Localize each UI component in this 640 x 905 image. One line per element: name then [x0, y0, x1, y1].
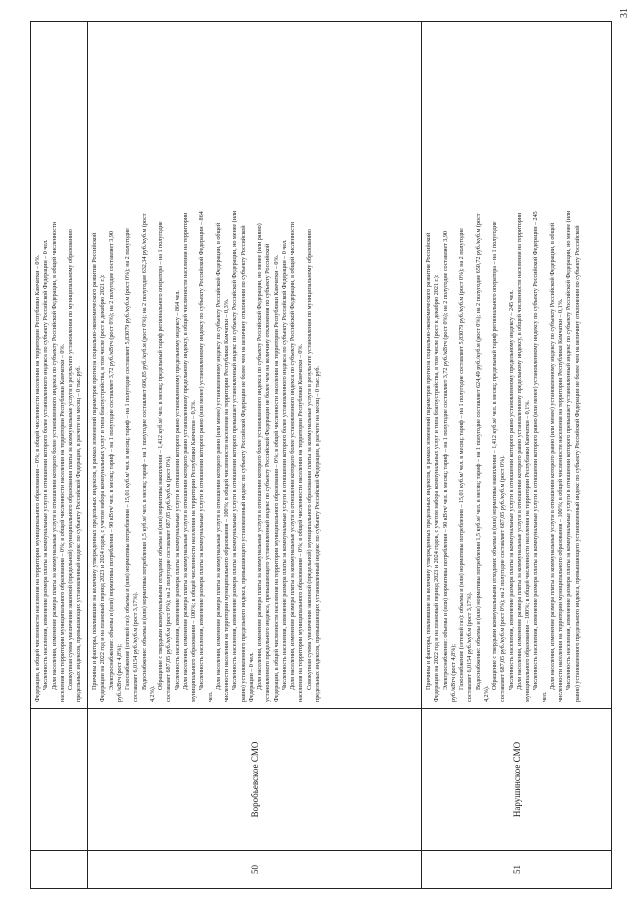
text-line: 4,2%). [482, 685, 490, 702]
text-line: Федерации, в общей численности населения на территории муниципального образования – 0%; в общей численности населения на территории Республики Камчатки – 0%. [34, 254, 41, 702]
text-line: предельных индексов, превышающих установленный индекс по субъекту Российской Федерации, в расчете на месяц – 0 тыс.руб. [75, 365, 83, 702]
row-number: 51 [511, 865, 522, 874]
text-line: Доля населения, изменение размера платы за коммунальные услуги в отношении которого более установленного индекса по субъекту Российской Федерации, в общей численности [50, 222, 58, 690]
municipality-cell [88, 708, 421, 850]
text-line: Численность населения, изменение размера платы за коммунальные услуги в отношении которого более установленного индекса по субъекту Российской Федерации – 0 чел. [42, 239, 50, 690]
text-line: Федерации на 2022 год и на плановый период 2023 и 2024 годов, с учетом набора коммунальных услуг и типа благоустройства, в том числе (рост к декабрю 2021 г.): [99, 274, 107, 702]
municipality-name: Воробьевское СМО [249, 741, 260, 818]
text-line: составляет 687,05 руб./куб.м (рост 0%); на 2 полугодие составляет 687,05 руб./куб.м (рост 0%). [499, 455, 507, 702]
text-line: Доля населения, изменение размера платы за коммунальные услуги в отношении которого равно установленному предельному индексу, в общей численности населения на территории [515, 212, 523, 690]
text-line: составляет 6,0154 руб./куб.м (рост 3,17%). [132, 591, 140, 702]
text-line: Доля населения, изменение размера платы за коммунальные услуги в отношении которого равно (или менее) установленному индексу по субъекту Российской Федерации, в общей [548, 222, 556, 690]
text-line: равно) установленного предельного индекса, превышающего установленный индекс по субъекту Российской Федерации не более чем на величину отклонения по субъекту Российской [573, 225, 581, 702]
page-number: 31 [619, 8, 630, 18]
municipality-cell [31, 708, 87, 850]
text-line: равно) установленного предельного индекса, превышающего установленный индекс по субъекту Российской Федерации не более чем на величину отклонения по субъекту Российской [239, 225, 247, 702]
municipality-name: Нарушинское СМО [511, 741, 522, 818]
text-line: Численность населения, изменение размера платы за коммунальные услуги в отношении которого равно установленному предельному индексу – 864 чел. [173, 290, 181, 690]
text-line: Электроснабжение: объемы и (или) нормативы потребления – 90 кВтч/ чел. в месяц; тариф – на 1 полугодие составляет 3,72 руб./кВтч (рост 0%); на 2 полугодие составляет 3,90 [441, 231, 449, 690]
text-line: Численность населения, изменение размера платы за коммунальные услуги в отношении которого превышает установленный индекс по субъекту Российской Федерации, но менее (или [231, 210, 239, 690]
text-line: муниципального образования – 100%; в общей численности населения на территории Республики Камчатки – 0,1%. [524, 400, 531, 702]
text-line: Численность населения, изменение размера платы за коммунальные услуги в отношении которого более установленного индекса по субъекту Российской Федерации – 0 чел. [280, 239, 288, 690]
text-line: составляет 6,0154 руб./куб.м (рост 3,17%). [466, 591, 474, 702]
text-line: 4,2%). [148, 685, 156, 702]
text-line: численности населения на территории муниципального образования – 100%; в общей численности населения на территории Республики Камчатки – 0,1%. [557, 298, 564, 702]
text-line: руб./кВтч (рост 4,8%); [449, 644, 457, 702]
text-line: Доля населения, изменение размера платы за коммунальные услуги в отношении которого равно установленному предельному индексу, в общей численности населения на территории [181, 212, 189, 690]
text-line: чел. [540, 691, 548, 702]
text-line: численности населения на территории муниципального образования – 100%; в общей численности населения на территории Республики Камчатки – 0,3%. [223, 298, 230, 702]
text-line: Доля населения, изменение размера платы за коммунальные услуги в отношении которого более установленного индекса по субъекту Российской Федерации, но менее (или равно) [256, 223, 263, 690]
text-line: Причины и факторы, повлиявшие на величину утвержденных предельных индексов, в рамках изменений параметров прогноза социально-экономического развития Российской [91, 232, 98, 690]
text-line: предельных индексов, превышающих установленный индекс по субъекту Российской Федерации, в расчете на месяц – 0 тыс.руб. [313, 365, 321, 702]
table-row [87, 22, 421, 888]
text-line: Водоснабжение: объемы и (или) нормативы потребления 1,5 куб.м/ чел. в месяц; тариф – на 1 полугодие составляет 606,85 руб./куб.м (рост 0%); на 2 полугодие 632,34 руб./куб.м (рост [140, 213, 148, 690]
text-line: Федерации, в общей численности населения на территории муниципального образования – 0%; в общей численности населения на территории Республики Камчатки – 0%. [272, 254, 280, 702]
description-cell [31, 22, 87, 708]
text-line: Доля населения, изменение размера платы за коммунальные услуги в отношении которого более установленного индекса по субъекту Российской Федерации, в общей численности [289, 222, 296, 690]
row-number-cell [31, 850, 87, 888]
text-line: Совокупная сумма увеличения законной (предельной) муниципального образования платы за коммунальные услуги в результате установления по муниципальному образованию [305, 229, 313, 690]
text-line: Электроснабжение: объемы и (или) нормативы потребления – 90 кВтч/ чел. в месяц; тариф – на 1 полугодие составляет 3,72 руб./кВтч (рост 0%); на 2 полугодие составляет 3,90 [107, 231, 115, 690]
municipality-cell [422, 708, 611, 850]
row-number: 50 [249, 865, 260, 874]
text-line: Совокупная сумма увеличения законной (предельной) муниципального образования платы за коммунальные услуги в результате установления по муниципальному образованию [67, 229, 74, 690]
table-row [421, 22, 611, 888]
row-number-cell [422, 850, 611, 888]
description-cell [422, 22, 611, 708]
text-line: населения на территории муниципального образования – 0%; в общей численности населения на территории Республики Камчатки – 0%. [58, 343, 66, 702]
text-line: Федерации – 0 чел. [247, 652, 255, 702]
text-line: Причины и факторы, повлиявшие на величину утвержденных предельных индексов, в рамках изменений параметров прогноза социально-экономического развития Российской [425, 232, 432, 690]
text-line: Федерации на 2022 год и на плановый период 2023 и 2024 годов, с учетом набора коммунальных услуг и типа благоустройства, в том числе (рост к декабрю 2021 г.): [433, 274, 441, 702]
text-line: руб./кВтч (рост 4,8%); [115, 644, 123, 702]
text-line: Численность населения, изменение размера платы за коммунальные услуги в отношении которого равно (или менее) установленному индексу по субъекту Российской Федерации – 864 [198, 211, 206, 690]
text-line: Численность населения, изменение размера платы за коммунальные услуги в отношении которого равно установленному предельному индексу – 245 чел. [507, 290, 515, 690]
text-line: Газоснабжение (сетевой газ): объемы и (или) нормативы потребления – 15,01 куб.м/ чел. в месяц; тариф – на 1 полугодие составляет 5,83079 руб./куб.м (рост 0%); на 2 полугодие [124, 228, 131, 690]
text-line: Водоснабжение: объемы и (или) нормативы потребления 1,5 куб.м/ чел. в месяц; тариф – на 1 полугодие составляет 624,49 руб./куб.м (рост 0%); на 2 полугодие 650,72 руб./куб.м (рост [474, 213, 482, 690]
text-line: населения на территории муниципального образования – 0%; в общей численности населения на территории Республики Камчатки – 0%. [297, 343, 305, 702]
text-line: Газоснабжение (сетевой газ): объемы и (или) нормативы потребления – 15,01 куб.м/ чел. в месяц; тариф – на 1 полугодие составляет 5,83079 руб./куб.м (рост 0%); на 2 полугодие [458, 228, 465, 690]
table-row [31, 22, 87, 888]
text-line: Доля населения, изменение размера платы за коммунальные услуги в отношении которого равно (или менее) установленному индексу по субъекту Российской Федерации, в общей [214, 222, 222, 690]
text-line: Численность населения, изменение размера платы за коммунальные услуги в отношении которого превышает установленный индекс по субъекту Российской Федерации, но менее (или [565, 210, 573, 690]
text-line: Обращение с твердыми коммунальными отходами: объемы и (или) нормативы накопления – 1,412 куб.м/ чел. в месяц; предельный тариф регионального оператора – на 1 полугодие [491, 221, 498, 690]
text-line: чел. [206, 691, 214, 702]
row-number-cell [88, 850, 421, 888]
text-line: составляет 687,05 руб./куб.м (рост 0%); на 2 полугодие составляет 687,05 руб./куб.м (рост 0%). [165, 455, 173, 702]
text-line: муниципального образования – 100%; в общей численности населения на территории Республики Камчатки – 0,3%. [190, 400, 197, 702]
text-line: установленного предельного индекса, превышающего установленный индекс по субъекту Российской Федерации не более чем на величину отклонения по субъекту Российской [264, 243, 272, 702]
text-line: Обращение с твердыми коммунальными отходами: объемы и (или) нормативы накопления – 1,412 куб.м/ чел. в месяц; предельный тариф регионального оператора – на 1 полугодие [157, 221, 164, 690]
description-cell [88, 22, 421, 708]
text-line: Численность населения, изменение размера платы за коммунальные услуги в отношении которого равно (или менее) установленному индексу по субъекту Российской Федерации – 245 [532, 211, 540, 690]
document-table [30, 21, 612, 889]
